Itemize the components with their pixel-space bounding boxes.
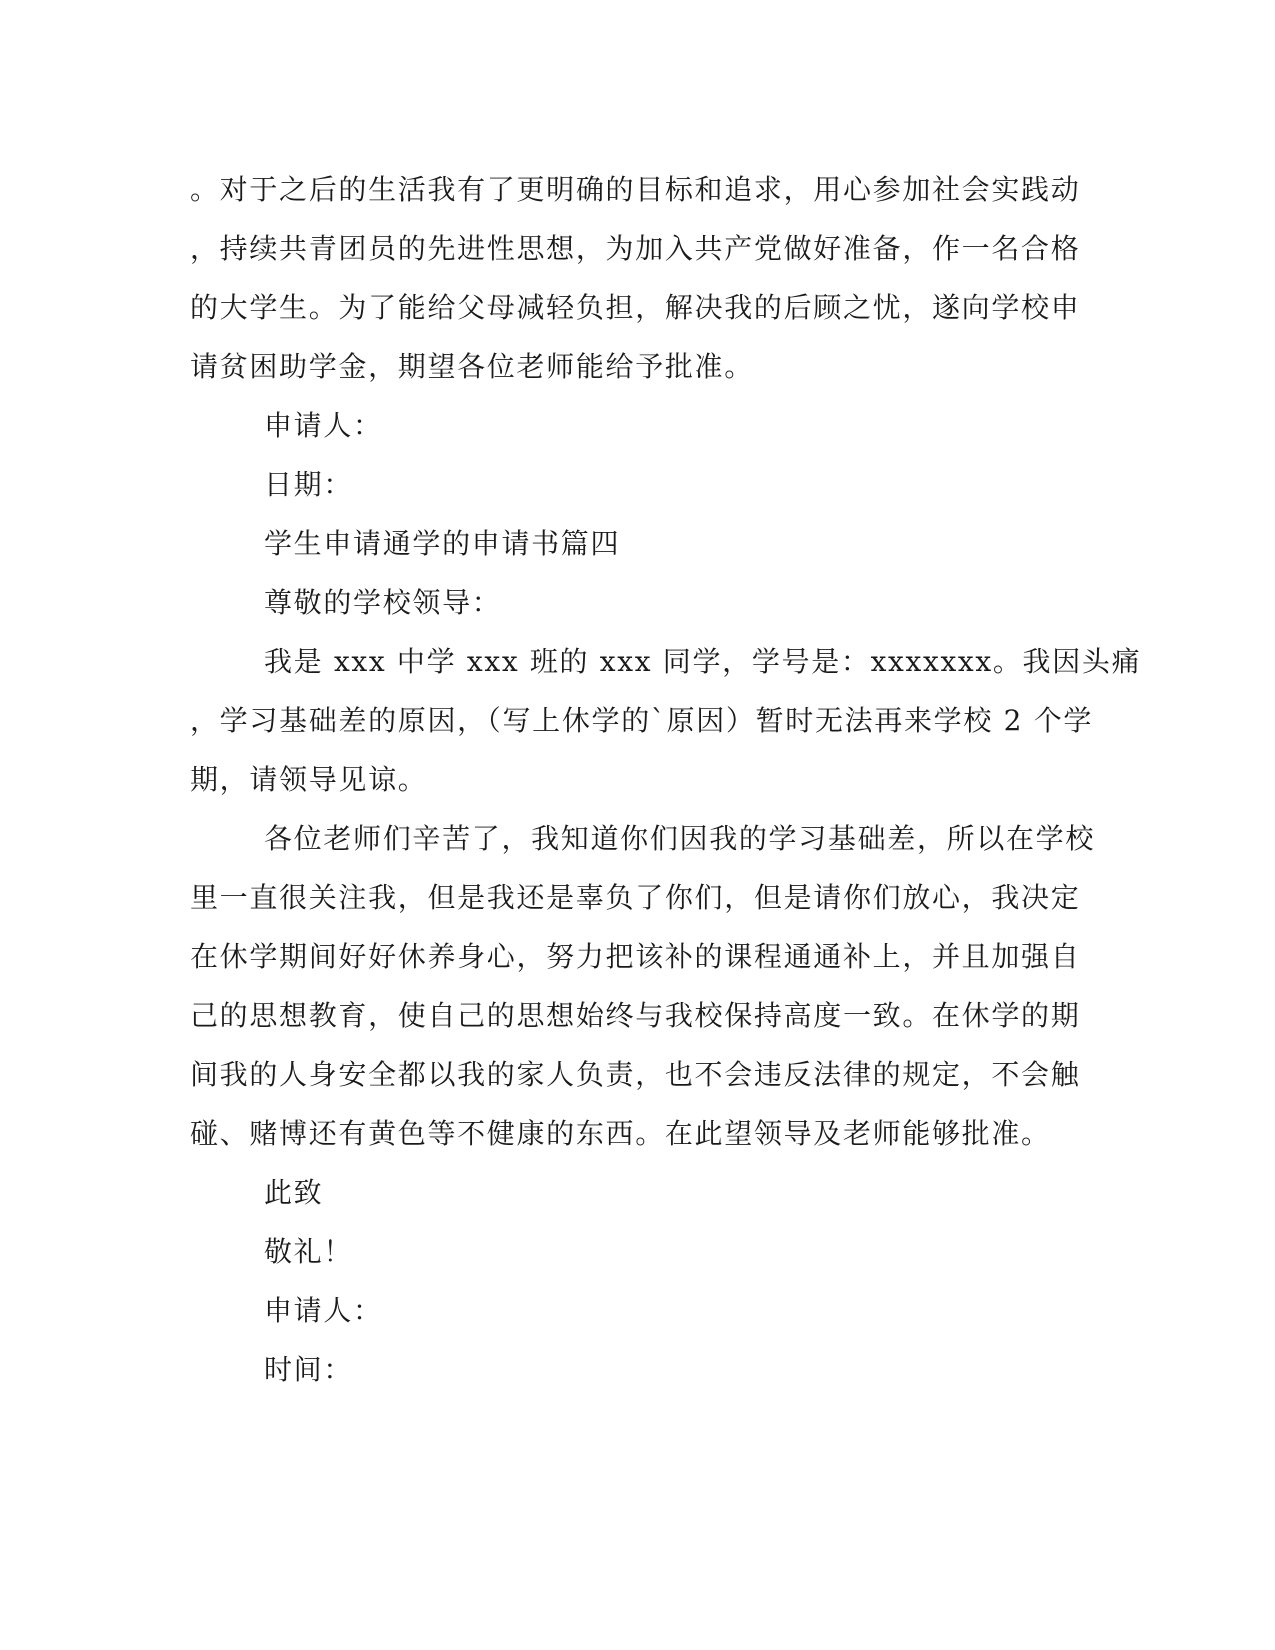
applicant-label: 申请人： bbox=[264, 1294, 383, 1327]
closing-line: 此致 bbox=[264, 1176, 324, 1209]
paragraph-line: 间我的人身安全都以我的家人负责，也不会违反法律的规定，不会触 bbox=[190, 1058, 1081, 1091]
paragraph-line: 期，请领导见谅。 bbox=[190, 763, 428, 796]
paragraph-line: 碰、赌博还有黄色等不健康的东西。在此望领导及老师能够批准。 bbox=[190, 1117, 1051, 1150]
salutation: 尊敬的学校领导： bbox=[264, 586, 502, 619]
paragraph-line: ，学习基础差的原因，（写上休学的`原因）暂时无法再来学校 2 个学 bbox=[190, 704, 1094, 737]
paragraph-line: 请贫困助学金，期望各位老师能给予批准。 bbox=[190, 350, 754, 383]
applicant-label: 申请人： bbox=[264, 409, 383, 442]
paragraph-line: 我是 xxx 中学 xxx 班的 xxx 同学，学号是：xxxxxxx。我因头痛 bbox=[264, 645, 1142, 678]
paragraph-line: 的大学生。为了能给父母减轻负担，解决我的后顾之忧，遂向学校申 bbox=[190, 291, 1081, 324]
paragraph-line: 在休学期间好好休养身心，努力把该补的课程通通补上，并且加强自 bbox=[190, 940, 1081, 973]
paragraph-line: 里一直很关注我，但是我还是辜负了你们，但是请你们放心，我决定 bbox=[190, 881, 1081, 914]
paragraph-line: 己的思想教育，使自己的思想始终与我校保持高度一致。在休学的期 bbox=[190, 999, 1081, 1032]
date-label: 日期： bbox=[264, 468, 354, 501]
closing-regards: 敬礼！ bbox=[264, 1235, 354, 1268]
paragraph-line: ，持续共青团员的先进性思想，为加入共产党做好准备，作一名合格 bbox=[190, 232, 1081, 265]
time-label: 时间： bbox=[264, 1353, 354, 1386]
paragraph-line: 。对于之后的生活我有了更明确的目标和追求，用心参加社会实践动 bbox=[190, 173, 1081, 206]
paragraph-line: 各位老师们辛苦了，我知道你们因我的学习基础差，所以在学校 bbox=[264, 822, 1096, 855]
section-heading: 学生申请通学的申请书篇四 bbox=[264, 527, 621, 560]
